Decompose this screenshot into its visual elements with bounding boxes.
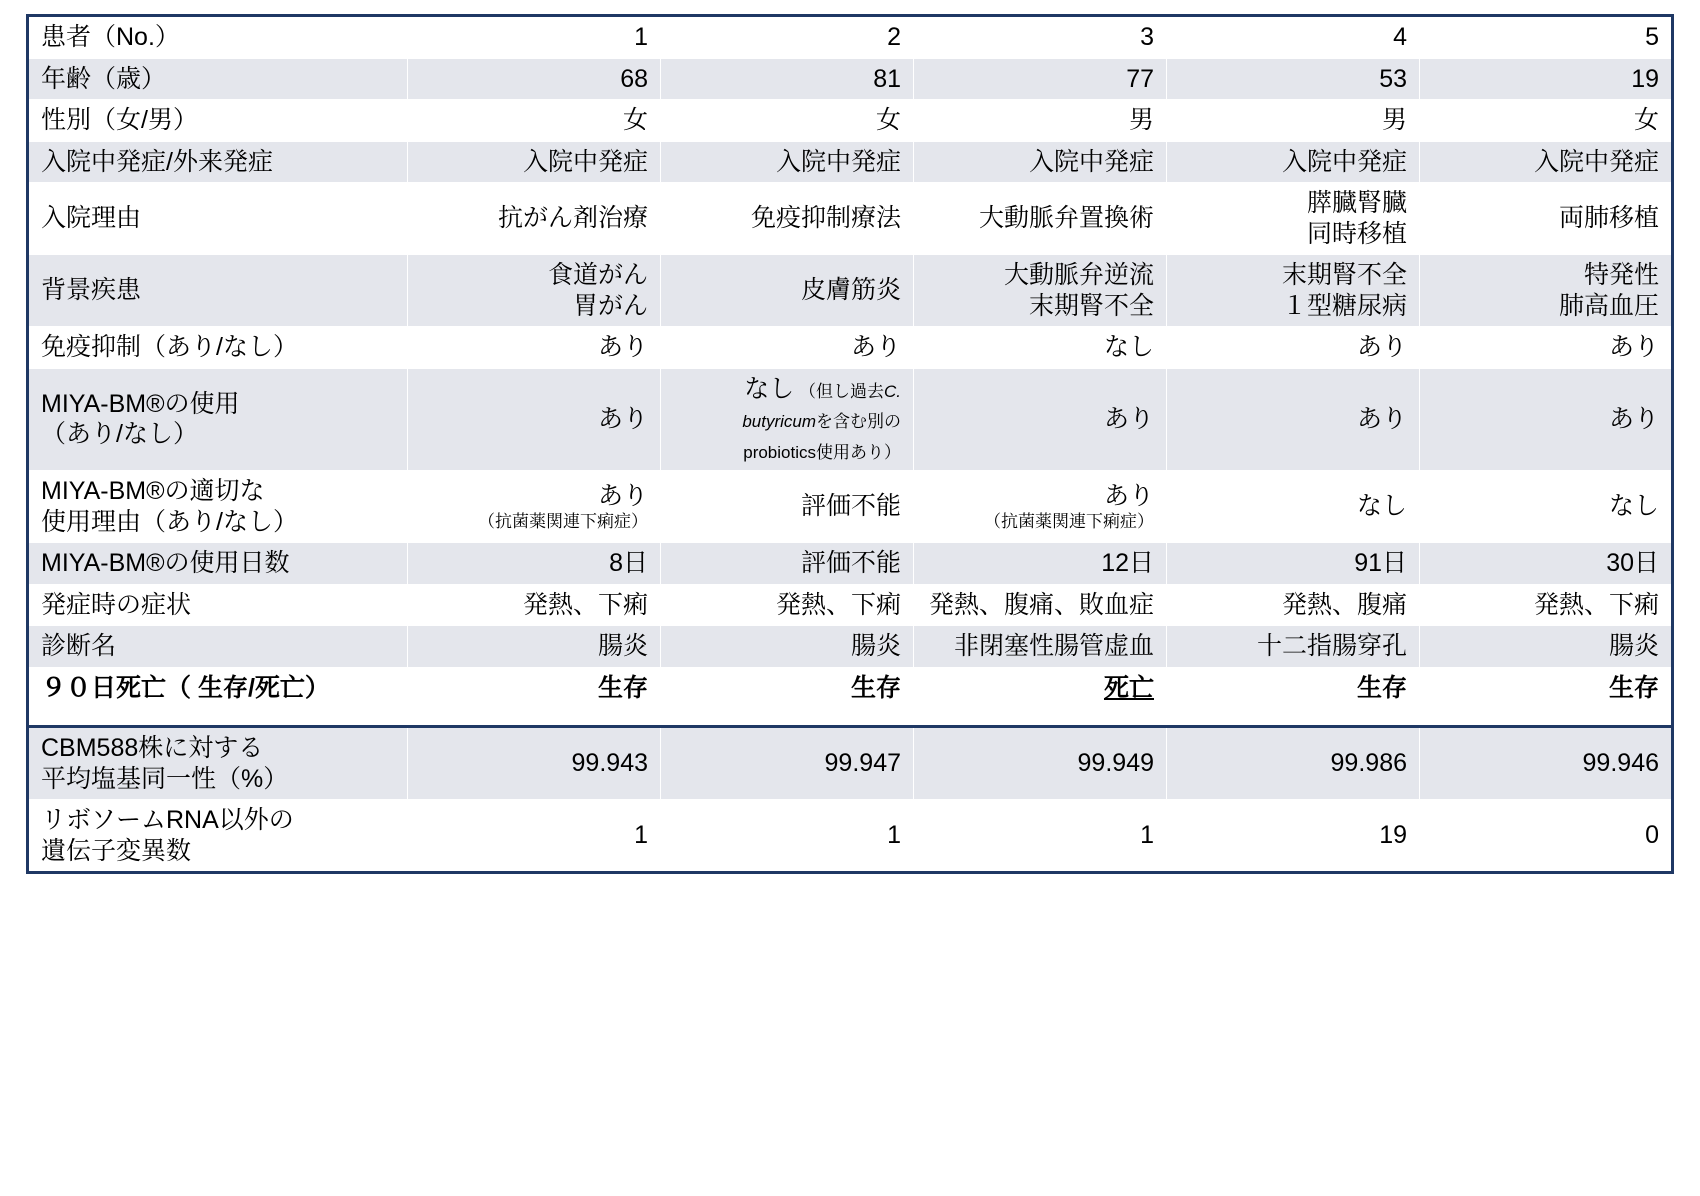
table-cell: あり: [914, 368, 1167, 471]
table-cell: 生存: [1420, 667, 1673, 709]
row-label: リボソームRNA以外の 遺伝子変異数: [28, 800, 408, 873]
row-label: 入院理由: [28, 183, 408, 255]
table-cell: 2: [661, 16, 914, 59]
table-row: [28, 727, 1673, 800]
table-cell: 99.986: [1167, 727, 1420, 800]
table-cell: 5: [1420, 16, 1673, 59]
table-cell: あり: [408, 327, 661, 369]
table-cell: 食道がん 胃がん: [408, 255, 661, 327]
table-cell: 77: [914, 58, 1167, 100]
separator-cell: [28, 709, 1673, 727]
table-row: [28, 16, 1673, 59]
table-cell: 大動脈弁逆流 末期腎不全: [914, 255, 1167, 327]
table-cell: 0: [1420, 800, 1673, 873]
table-cell: 生存: [1167, 667, 1420, 709]
table-cell: 女: [1420, 100, 1673, 142]
row-label: MIYA-BM®の使用 （あり/なし）: [28, 368, 408, 471]
table-cell: 入院中発症: [1167, 141, 1420, 183]
table-cell: 膵臓腎臓 同時移植: [1167, 183, 1420, 255]
table-cell: 1: [408, 16, 661, 59]
table-cell: 発熱、下痢: [1420, 584, 1673, 626]
table-row: [28, 471, 1673, 543]
table-cell: 19: [1420, 58, 1673, 100]
table-row: [28, 327, 1673, 369]
table-cell: 大動脈弁置換術: [914, 183, 1167, 255]
table-cell: 入院中発症: [408, 141, 661, 183]
table-row: [28, 667, 1673, 709]
row-label: 年齢（歳）: [28, 58, 408, 100]
table-cell: 特発性 肺高血圧: [1420, 255, 1673, 327]
table-cell: 発熱、下痢: [408, 584, 661, 626]
row-label: 背景疾患: [28, 255, 408, 327]
row-label: MIYA-BM®の適切な 使用理由（あり/なし）: [28, 471, 408, 543]
row-label: 診断名: [28, 626, 408, 668]
table-cell: 91日: [1167, 543, 1420, 585]
table-row: [28, 626, 1673, 668]
table-cell: 発熱、腹痛: [1167, 584, 1420, 626]
table-cell: 腸炎: [1420, 626, 1673, 668]
table-row: [28, 800, 1673, 873]
table-cell: 1: [661, 800, 914, 873]
table-row: [28, 183, 1673, 255]
table-row: [28, 368, 1673, 471]
table-cell: 12日: [914, 543, 1167, 585]
row-label: 性別（女/男）: [28, 100, 408, 142]
table-cell: 入院中発症: [661, 141, 914, 183]
row-label: 免疫抑制（あり/なし）: [28, 327, 408, 369]
table-cell: 生存: [661, 667, 914, 709]
table-cell: あり: [1420, 327, 1673, 369]
table-cell: 評価不能: [661, 543, 914, 585]
row-label: MIYA-BM®の使用日数: [28, 543, 408, 585]
table-cell: 腸炎: [661, 626, 914, 668]
row-label: CBM588株に対する 平均塩基同一性（%）: [28, 727, 408, 800]
table-cell: 男: [1167, 100, 1420, 142]
table-cell: 抗がん剤治療: [408, 183, 661, 255]
table-cell: 99.949: [914, 727, 1167, 800]
table-cell: 19: [1167, 800, 1420, 873]
table-cell: 1: [914, 800, 1167, 873]
table-row: [28, 58, 1673, 100]
table-cell: 1: [408, 800, 661, 873]
table-row: [28, 584, 1673, 626]
table-row: [28, 100, 1673, 142]
table-row: [28, 255, 1673, 327]
table-cell: 非閉塞性腸管虚血: [914, 626, 1167, 668]
table-cell: なし （但し過去C. butyricumを含む別の probiotics使用あり）: [661, 368, 914, 471]
row-label: 発症時の症状: [28, 584, 408, 626]
patient-characteristics-table: [26, 14, 1674, 874]
table-cell: 十二指腸穿孔: [1167, 626, 1420, 668]
table-cell: あり: [408, 368, 661, 471]
table-cell: 免疫抑制療法: [661, 183, 914, 255]
table-cell: 入院中発症: [1420, 141, 1673, 183]
table-body: [28, 16, 1673, 873]
table-cell: 腸炎: [408, 626, 661, 668]
table-cell: 81: [661, 58, 914, 100]
row-label: 患者（No.）: [28, 16, 408, 59]
table-cell: あり （抗菌薬関連下痢症）: [408, 471, 661, 543]
table-cell: 4: [1167, 16, 1420, 59]
table-cell: あり: [1420, 368, 1673, 471]
table-cell: 発熱、下痢: [661, 584, 914, 626]
row-label: 入院中発症/外来発症: [28, 141, 408, 183]
table-cell: 99.947: [661, 727, 914, 800]
row-label: ９０日死亡（ 生存/死亡）: [28, 667, 408, 709]
table-cell: 入院中発症: [914, 141, 1167, 183]
table-cell: 女: [408, 100, 661, 142]
table-cell: あり: [661, 327, 914, 369]
table-group-separator: [28, 709, 1673, 727]
table-cell: 8日: [408, 543, 661, 585]
table-cell: なし: [1167, 471, 1420, 543]
table-cell: 30日: [1420, 543, 1673, 585]
table-cell: 死亡: [914, 667, 1167, 709]
table-cell: 生存: [408, 667, 661, 709]
table-cell: 両肺移植: [1420, 183, 1673, 255]
table-cell: 53: [1167, 58, 1420, 100]
table-cell: 女: [661, 100, 914, 142]
table-cell: 男: [914, 100, 1167, 142]
table-cell: 3: [914, 16, 1167, 59]
table-cell: あり （抗菌薬関連下痢症）: [914, 471, 1167, 543]
table-cell: 発熱、腹痛、敗血症: [914, 584, 1167, 626]
table-cell: 評価不能: [661, 471, 914, 543]
table-row: [28, 543, 1673, 585]
table-cell: あり: [1167, 368, 1420, 471]
table-cell: 末期腎不全 １型糖尿病: [1167, 255, 1420, 327]
table-row: [28, 141, 1673, 183]
table-cell: なし: [1420, 471, 1673, 543]
table-cell: なし: [914, 327, 1167, 369]
table-cell: あり: [1167, 327, 1420, 369]
table-cell: 皮膚筋炎: [661, 255, 914, 327]
table-cell: 99.943: [408, 727, 661, 800]
table-cell: 99.946: [1420, 727, 1673, 800]
table-cell: 68: [408, 58, 661, 100]
